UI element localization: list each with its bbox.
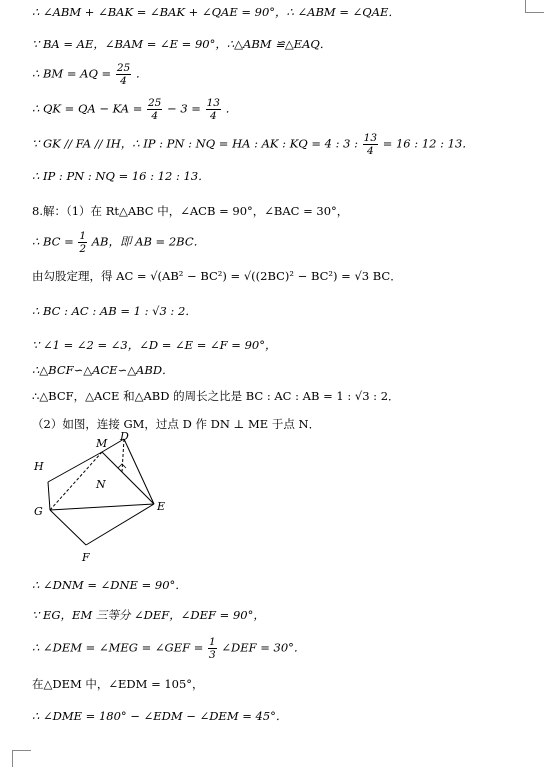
geometry-figure [28, 430, 178, 565]
segment-DE [124, 439, 154, 504]
text-line-14: （2）如图，连接 GM，过点 D 作 DN ⊥ ME 于点 N． [32, 417, 321, 431]
text-line-18: 在△DEM 中，∠EDM = 105°， [32, 677, 204, 691]
page-corner-mark [12, 750, 31, 767]
text-line-1: ∴ ∠ABM + ∠BAK = ∠BAK + ∠QAE = 90°，∴ ∠ABM = ∠QAE． [32, 5, 400, 19]
fraction: $\frac{13}{4}$ [363, 132, 378, 157]
text-line-19: ∴ ∠DME = 180° − ∠EDM − ∠DEM = 45°． [32, 709, 288, 723]
text-line-6: ∴ IP : PN : NQ = 16 : 12 : 13． [32, 169, 210, 183]
page-corner-mark [525, 0, 544, 13]
segment-FE [86, 504, 154, 545]
segment-HM [48, 452, 102, 482]
label-M: M [96, 437, 108, 450]
text-line-5: ∵ GK // FA // IH，∴ IP : PN : NQ = HA : AK : KQ = 4 : 3 : $\frac{13}{4}$ = 16 : 12 : 13． [32, 132, 474, 157]
segment-HG [48, 482, 50, 510]
label-H: H [34, 460, 44, 473]
fraction: $\frac{25}{4}$ [148, 97, 162, 122]
text-line-15: ∴ ∠DNM = ∠DNE = 90°． [32, 578, 187, 592]
label-D: D [120, 430, 129, 443]
text-line-9: 由勾股定理，得 AC = √(AB² − BC²) = √((2BC)² − BC²) = √3 BC． [32, 269, 402, 283]
text-line-3: ∴ BM = AQ = $\frac{25}{4}$ ． [32, 62, 148, 87]
segment-DN [122, 439, 124, 472]
text-line-2: ∵ BA = AE，∠BAM = ∠E = 90°，∴△ABM ≌△EAQ． [32, 37, 332, 51]
label-E: E [157, 500, 166, 513]
segment-ME [102, 452, 154, 504]
text-line-10: ∴ BC : AC : AB = 1 : √3 : 2． [32, 304, 197, 318]
fraction: $\frac{1}{2}$ [79, 230, 87, 255]
fraction: $\frac{25}{4}$ [116, 62, 131, 87]
fraction: $\frac{1}{3}$ [209, 636, 216, 661]
label-N: N [96, 478, 106, 491]
fraction: $\frac{13}{4}$ [206, 97, 220, 122]
label-F: F [82, 551, 90, 564]
segment-GM [50, 452, 102, 510]
text-line-11: ∵ ∠1 = ∠2 = ∠3，∠D = ∠E = ∠F = 90°， [32, 338, 277, 352]
text-line-8: ∴ BC = $\frac{1}{2}$ AB，即 AB = 2BC． [32, 230, 206, 255]
segment-GE [50, 504, 154, 510]
label-G: G [34, 505, 43, 518]
text-line-12: ∴△BCF∽△ACE∽△ABD． [32, 363, 174, 377]
segment-GF [50, 510, 86, 545]
text-line-7: 8.解：（1）在 Rt△ABC 中，∠ACB = 90°，∠BAC = 30°， [32, 204, 349, 218]
text-line-16: ∵ EG，EM 三等分 ∠DEF，∠DEF = 90°， [32, 608, 265, 622]
text-line-17: ∴ ∠DEM = ∠MEG = ∠GEF = $\frac{1}{3}$ ∠DEF = 30°． [32, 636, 306, 661]
text-line-13: ∴△BCF，△ACE 和△ABD 的周长之比是 BC : AC : AB = 1 : √3 : 2． [32, 389, 400, 403]
text-line-4: ∴ QK = QA − KA = $\frac{25}{4}$ − 3 = $\frac{13}{4}$ ． [32, 97, 238, 122]
